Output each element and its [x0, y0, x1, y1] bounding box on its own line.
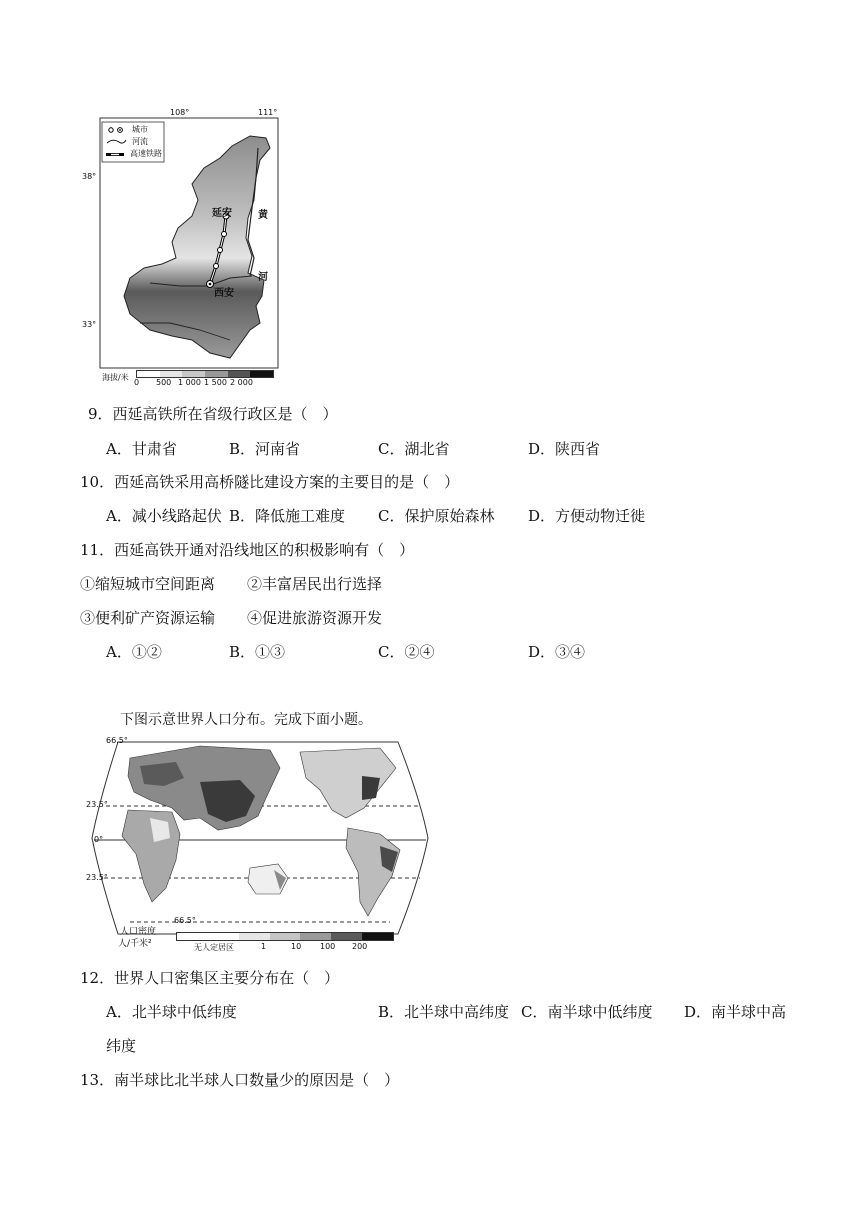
q10-option-b[interactable]: B．降低施工难度 [229, 507, 346, 525]
q9-option-a[interactable]: A．甘肃省 [106, 440, 177, 458]
scale-tick: 2 000 [230, 378, 253, 387]
q10-option-c[interactable]: C．保护原始森林 [378, 507, 495, 525]
q11-option-b[interactable]: B．①③ [229, 643, 286, 661]
density-legend-title: 人口密度 [120, 927, 157, 937]
world-lat-label: 66.5° [106, 736, 128, 745]
q11-option-d[interactable]: D．③④ [528, 643, 586, 661]
section-intro: 下图示意世界人口分布。完成下面小题。 [120, 712, 372, 728]
shaanxi-relief-map [80, 108, 290, 388]
legend-city-label: 城市 [132, 125, 148, 134]
place-xian: 西安 [214, 288, 234, 299]
elevation-scale-title: 海拔/米 [102, 373, 129, 382]
q10-option-d[interactable]: D．方便动物迁徙 [528, 507, 646, 525]
density-tick: 200 [352, 942, 368, 951]
legend-river-label: 河流 [132, 137, 148, 146]
question-11-stem: 11．西延高铁开通对沿线地区的积极影响有（ ） [80, 541, 415, 559]
scale-tick: 1 000 [178, 378, 201, 387]
q9-option-b[interactable]: B．河南省 [229, 440, 301, 458]
q12-option-a[interactable]: A．北半球中低纬度 [106, 1003, 237, 1021]
density-tick: 无人定居区 [194, 943, 234, 952]
legend-railway-label: 高速铁路 [130, 149, 162, 158]
q11-option-c[interactable]: C．②④ [378, 643, 435, 661]
q12-option-b[interactable]: B．北半球中高纬度 [378, 1003, 510, 1021]
density-tick: 10 [291, 942, 302, 951]
world-lat-label: 0° [94, 835, 104, 844]
world-population-map [80, 738, 440, 946]
density-tick: 1 [261, 942, 267, 951]
question-9-stem: 9．西延高铁所在省级行政区是（ ） [88, 405, 338, 423]
world-lat-label: 23.5° [86, 800, 108, 809]
lat-label-38: 38° [82, 172, 97, 181]
elevation-scale-bar [136, 370, 274, 378]
question-10-stem: 10．西延高铁采用高桥隧比建设方案的主要目的是（ ） [80, 473, 460, 491]
q11-item-4: ④促进旅游资源开发 [247, 609, 383, 627]
q10-option-a[interactable]: A．减小线路起伏 [106, 507, 222, 525]
world-lat-label: 66.5° [174, 916, 196, 925]
q12-option-c[interactable]: C．南半球中低纬度 [521, 1003, 653, 1021]
scale-tick: 500 [156, 378, 172, 387]
scale-tick: 0 [134, 378, 140, 387]
q9-option-d[interactable]: D．陕西省 [528, 440, 601, 458]
question-12-stem: 12．世界人口密集区主要分布在（ ） [80, 969, 340, 987]
q11-item-1: ①缩短城市空间距离 [80, 575, 216, 593]
q9-option-c[interactable]: C．湖北省 [378, 440, 450, 458]
density-legend-unit: 人/千米² [118, 939, 152, 949]
place-he: 河 [258, 272, 268, 283]
q12-option-d-wrap: 纬度 [106, 1037, 137, 1055]
q11-item-3: ③便利矿产资源运输 [80, 609, 216, 627]
world-lat-label: 23.5° [86, 873, 108, 882]
scale-tick: 1 500 [204, 378, 227, 387]
density-legend-bar [176, 932, 394, 941]
q11-option-a[interactable]: A．①② [106, 643, 162, 661]
lat-label-33: 33° [82, 320, 97, 329]
lon-label-108: 108° [170, 108, 190, 117]
place-yanan: 延安 [212, 208, 232, 219]
lon-label-111: 111° [258, 108, 278, 117]
q11-item-2: ②丰富居民出行选择 [247, 575, 383, 593]
place-huang: 黄 [258, 210, 268, 221]
q12-option-d[interactable]: D．南半球中高 [684, 1003, 787, 1021]
question-13-stem: 13．南半球比北半球人口数量少的原因是（ ） [80, 1071, 400, 1089]
density-tick: 100 [320, 942, 336, 951]
